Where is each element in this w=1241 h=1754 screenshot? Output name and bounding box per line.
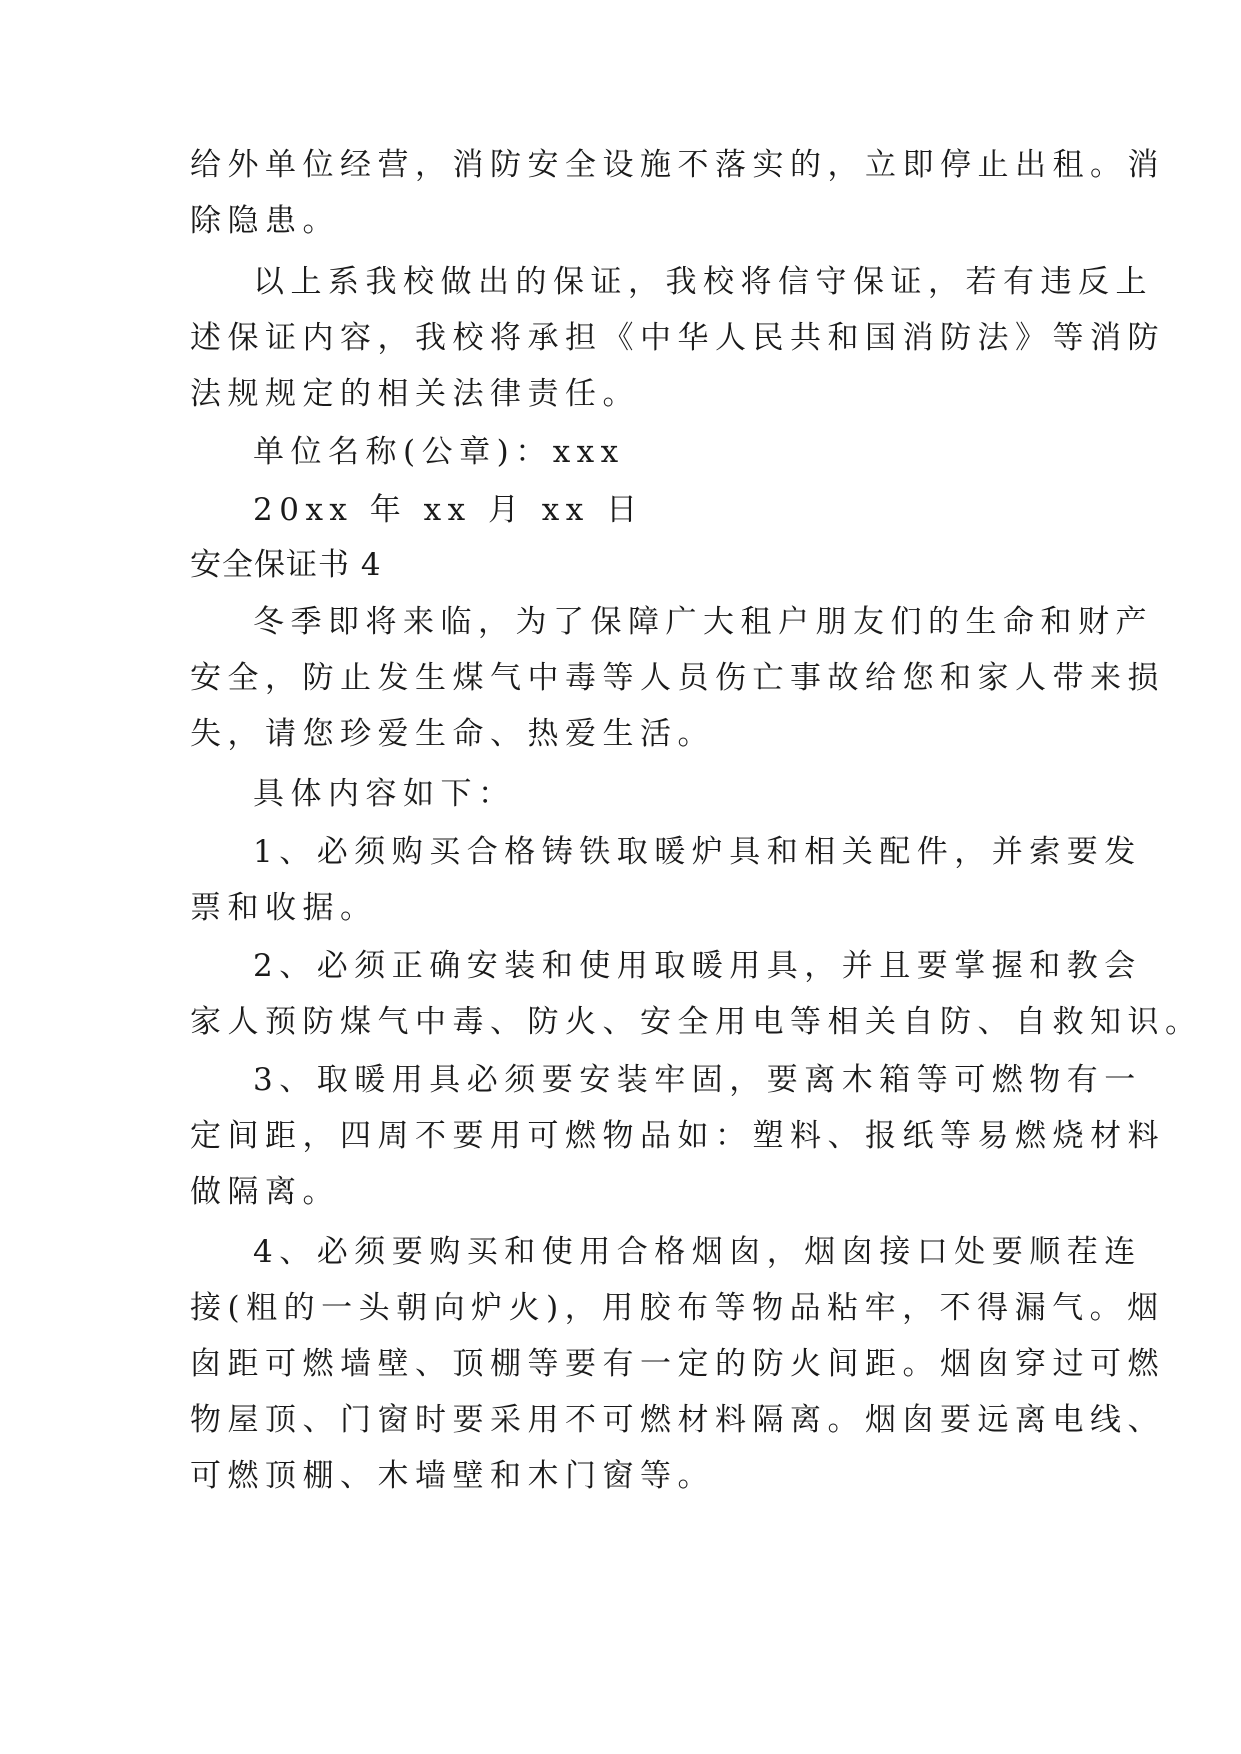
body-line: 述保证内容，我校将承担《中华人民共和国消防法》等消防	[190, 320, 1165, 356]
body-line: 失，请您珍爱生命、热爱生活。	[190, 716, 715, 752]
body-line: 票和收据。	[190, 890, 378, 926]
body-line: 除隐患。	[190, 203, 340, 239]
body-line: 给外单位经营，消防安全设施不落实的，立即停止出租。消	[190, 147, 1165, 183]
list-item-4: 4、必须要购买和使用合格烟囱，烟囱接口处要顺茬连	[253, 1234, 1142, 1270]
paragraph-first-line: 以上系我校做出的保证，我校将信守保证，若有违反上	[253, 264, 1153, 300]
section-heading: 安全保证书 4	[190, 547, 382, 583]
list-item-2: 2、必须正确安装和使用取暖用具，并且要掌握和教会	[253, 948, 1142, 984]
body-line: 法规规定的相关法律责任。	[190, 376, 640, 412]
paragraph-first-line: 冬季即将来临，为了保障广大租户朋友们的生命和财产	[253, 604, 1153, 640]
body-line: 做隔离。	[190, 1174, 340, 1210]
body-line: 接(粗的一头朝向炉火)，用胶布等物品粘牢，不得漏气。烟	[190, 1290, 1165, 1326]
list-item-1: 1、必须购买合格铸铁取暖炉具和相关配件，并索要发	[253, 834, 1142, 870]
signature-date: 20xx 年 xx 月 xx 日	[253, 492, 644, 528]
paragraph-first-line: 具体内容如下：	[253, 776, 516, 812]
body-line: 定间距，四周不要用可燃物品如：塑料、报纸等易燃烧材料	[190, 1118, 1165, 1154]
body-line: 家人预防煤气中毒、防火、安全用电等相关自防、自救知识。	[190, 1004, 1203, 1040]
body-line: 物屋顶、门窗时要采用不可燃材料隔离。烟囱要远离电线、	[190, 1402, 1165, 1438]
body-line: 安全，防止发生煤气中毒等人员伤亡事故给您和家人带来损	[190, 660, 1165, 696]
body-line: 囱距可燃墙壁、顶棚等要有一定的防火间距。烟囱穿过可燃	[190, 1346, 1165, 1382]
signature-unit-name: 单位名称(公章)：xxx	[253, 434, 625, 470]
list-item-3: 3、取暖用具必须要安装牢固，要离木箱等可燃物有一	[253, 1062, 1142, 1098]
body-line: 可燃顶棚、木墙壁和木门窗等。	[190, 1458, 715, 1494]
